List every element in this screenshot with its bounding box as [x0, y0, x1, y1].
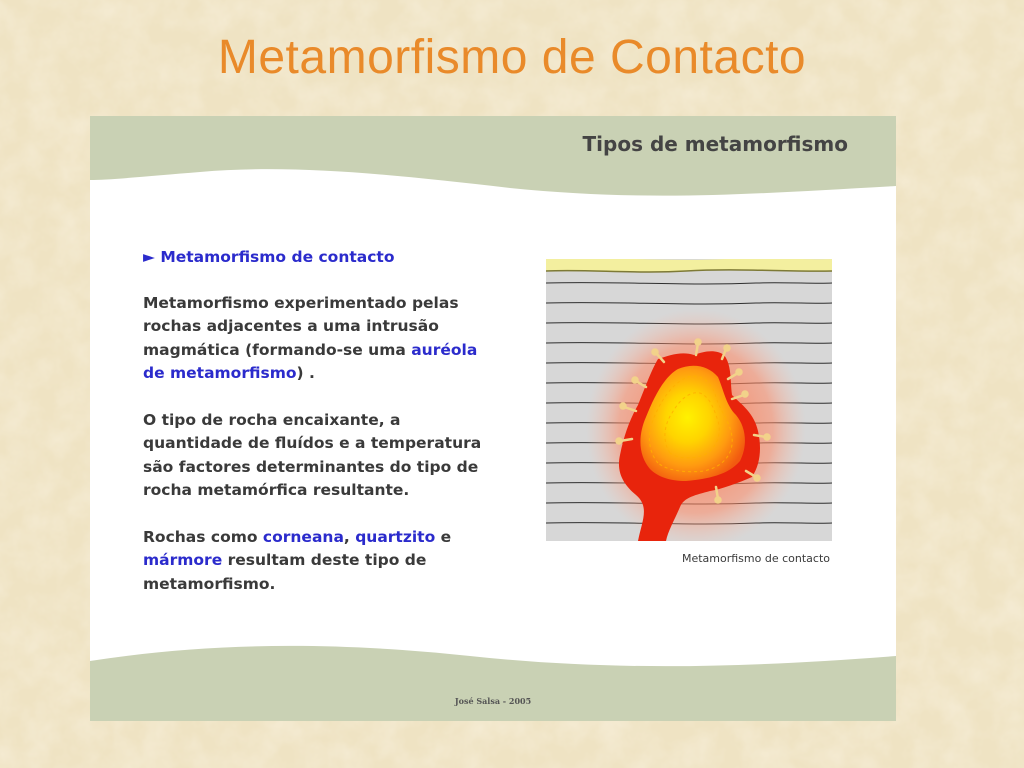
footer-credit: José Salsa - 2005	[454, 696, 532, 706]
paragraph-rocks	[143, 526, 503, 597]
slide-image	[90, 116, 896, 721]
slide-header: Tipos de metamorfismo	[582, 132, 848, 156]
text-fragment: resultam deste tipo de metamorfismo.	[143, 551, 427, 593]
text-fragment: Metamorfismo experimentado pelas rochas adjacentes a uma intrusão magmática (formando-se uma	[143, 293, 459, 359]
figure-caption: Metamorfismo de contacto	[681, 552, 830, 565]
keyword-marmore: mármore	[143, 551, 223, 569]
text-fragment: ,	[343, 527, 356, 546]
keyword-aureola: auréola de metamorfismo	[143, 340, 478, 382]
keyword-corneana: corneana	[262, 527, 344, 546]
section-heading: ► Metamorfismo de contacto	[143, 248, 395, 266]
contact-metamorphism-diagram	[546, 259, 832, 541]
text-fragment: e	[435, 527, 452, 546]
paragraph-definition	[143, 292, 503, 386]
page-title: Metamorfismo de Contacto	[217, 31, 807, 84]
text-fragment: ) .	[296, 364, 315, 382]
text-column	[143, 246, 503, 619]
text-fragment: Rochas como	[143, 527, 263, 546]
keyword-quartzito: quartzito	[355, 527, 436, 546]
paragraph-factors: O tipo de rocha encaixante, a quantidade de fluídos e a temperatura são factores determinantes do tipo de rocha metamórfica resultante.	[143, 410, 482, 499]
